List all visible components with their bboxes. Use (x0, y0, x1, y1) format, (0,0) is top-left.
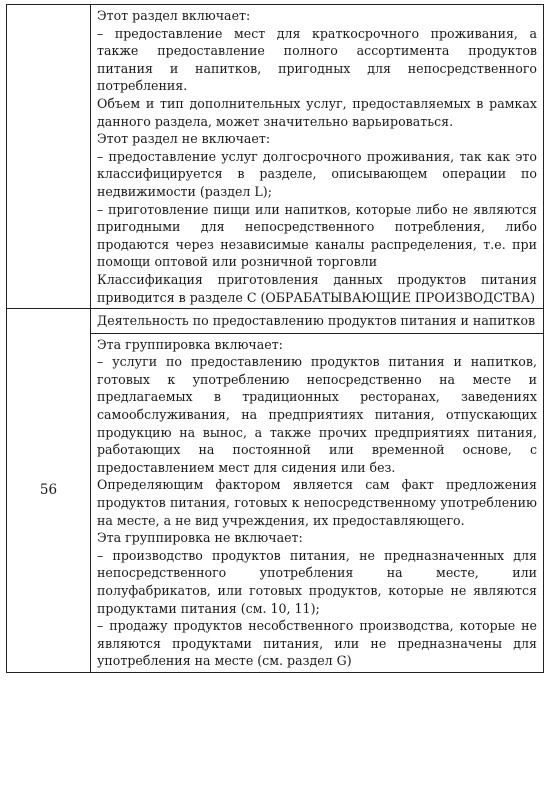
section-line: Классификация приготовления данных продуктов питания приводится в разделе С (ОБРАБАТЫВАЮЩИЕ ПРОИЗВОДСТВА) (97, 271, 537, 305)
group-line: – продажу продуктов несобственного производства, которые не являются продуктами питания, или не предназначены для употребления на месте (см. раздел G) (97, 618, 537, 669)
group-line: – производство продуктов питания, не предназначенных для непосредственного употребления на месте, или полуфабрикатов, или готовых продуктов, которые не являются продуктами питания (см. 10, 11); (97, 547, 537, 616)
section-line: Этот раздел не включает: (97, 131, 271, 147)
group-code: 56 (7, 309, 91, 673)
group-line: Эта группировка включает: (97, 336, 283, 352)
section-line: Этот раздел включает: (97, 8, 251, 23)
group-line: Определяющим фактором является сам факт предложения продуктов питания, готовых к непосредственному употреблению на месте, а не вид учреждения, их предоставляющего. (97, 477, 537, 528)
section-line: – предоставление услуг долгосрочного проживания, так как это классифицируется в разделе, описывающем операции по недвижимости (раздел L); (97, 148, 537, 199)
table-row (7, 5, 544, 309)
group-title: Деятельность по предоставлению продуктов питания и напитков (97, 313, 536, 329)
group-line: Эта группировка не включает: (97, 530, 303, 546)
section-description (91, 5, 543, 308)
group-description-cell (91, 333, 544, 672)
section-line: Объем и тип дополнительных услуг, предоставляемых в рамках данного раздела, может значительно варьироваться. (97, 95, 537, 129)
group-line: – услуги по предоставлению продуктов питания и напитков, готовых к употреблению непосредственно на месте и предлагаемых в традиционных ресторанах, заведениях самообслуживания, на предприятиях питания, отпускающих продукцию на вынос, а также прочих предприятиях питания, работающих на постоянной или временной основе, с предоставлением мест для сидения или без. (97, 354, 537, 475)
classification-table (6, 4, 544, 673)
group-title-cell (91, 309, 544, 334)
section-line: – предоставление мест для краткосрочного проживания, а также предоставление полного ассортимента продуктов питания и напитков, пригодных для непосредственного потребления. (97, 25, 537, 94)
group-description (91, 334, 543, 672)
section-line: – приготовление пищи или напитков, которые либо не являются пригодными для непосредственного потребления, либо продаются через независимые каналы распределения, т.е. при помощи оптовой или розничной торговли (97, 201, 537, 270)
section-description-cell (91, 5, 544, 309)
table-row (7, 309, 544, 334)
code-cell-empty (7, 5, 91, 309)
